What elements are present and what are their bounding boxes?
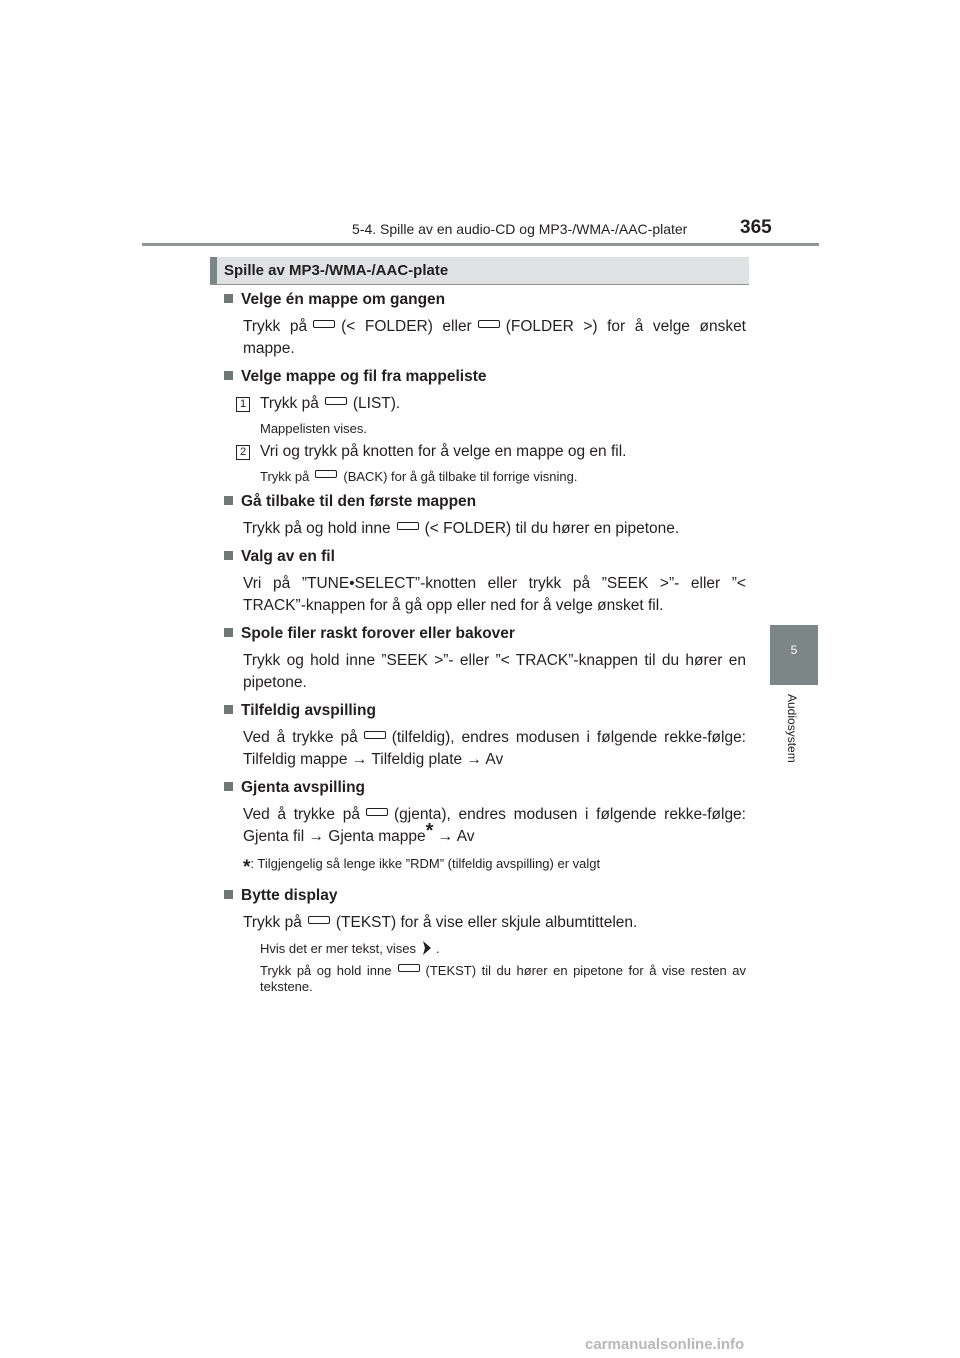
item-heading-spool: Spole filer raskt forover eller bakover [224,625,746,646]
square-bullet-icon [224,496,233,505]
footnote: *: Tilgjengelig så lenge ikke ”RDM” (tilfeldig avspilling) er valgt [243,856,601,878]
section-heading-bar [210,257,217,284]
display-note-2: Trykk på og hold inne (TEKST) til du hører en pipetone for å vise resten av tekstene. [260,963,746,994]
button-icon [313,320,335,328]
item-heading-random: Tilfeldig avspilling [224,702,746,723]
watermark: carmanualsonline.info [585,1336,745,1353]
item-text-repeat: Ved å trykke på (gjenta), endres modusen i følgende rekke-følge: Gjenta fil → Gjenta mappe* → Av [243,806,746,845]
step-1-note: Mappelisten vises. [260,421,367,436]
step-number: 1 [236,397,250,412]
header-rule [142,243,819,246]
section-heading [210,257,749,285]
item-heading-first-folder: Gå tilbake til den første mappen [224,493,746,514]
more-text-arrow-icon [420,940,432,956]
button-icon [398,964,420,972]
item-heading-folder: Velge én mappe om gangen [224,291,746,312]
square-bullet-icon [224,371,233,380]
button-icon [478,320,500,328]
square-bullet-icon [224,705,233,714]
page-number: 365 [740,217,772,238]
item-text-first-folder: Trykk på og hold inne (< FOLDER) til du hører en pipetone. [243,520,680,537]
button-icon [397,522,419,530]
item-heading-list: Velge mappe og fil fra mappeliste [224,368,746,389]
display-note-1: Hvis det er mer tekst, vises . [260,941,440,956]
button-icon [308,916,330,924]
footnote-marker: * [425,820,434,842]
item-heading-display: Bytte display [224,887,746,908]
square-bullet-icon [224,782,233,791]
square-bullet-icon [224,890,233,899]
step-number: 2 [236,445,250,460]
arrow-icon: → [351,751,368,768]
section-title: Spille av MP3-/WMA-/AAC-plate [224,262,449,279]
arrow-icon: → [308,828,324,845]
square-bullet-icon [224,294,233,303]
page-content [224,291,746,995]
item-heading-repeat: Gjenta avspilling [224,779,746,800]
footnote-star: * [243,857,251,878]
item-text-spool: Trykk og hold inne ”SEEK >”- eller ”< TRACK”-knappen til du hører en pipetone. [243,652,746,691]
item-text-random: Ved å trykke på (tilfeldig), endres modusen i følgende rekke-følge: Tilfeldig mappe → Tilfeldig plate → Av [243,729,746,768]
arrow-icon: → [466,751,482,768]
chapter-label: Audiosystem [785,694,799,763]
button-icon [315,470,337,478]
chapter-tab [770,625,818,685]
item-heading-select-file: Valg av en fil [224,548,746,569]
button-icon [366,808,388,816]
step-2: 2 Vri og trykk på knotten for å velge en mappe og en fil. [260,441,746,463]
arrow-icon: → [437,828,454,845]
item-text-display: Trykk på (TEKST) for å vise eller skjule albumtittelen. [243,914,638,931]
item-text-folder: Trykk på (< FOLDER) eller (FOLDER >) for å velge ønsket mappe. [243,318,746,357]
button-icon [364,731,386,739]
button-icon [325,397,347,405]
step-2-note: Trykk på (BACK) for å gå tilbake til forrige visning. [260,469,578,484]
square-bullet-icon [224,628,233,637]
square-bullet-icon [224,551,233,560]
chapter-number: 5 [790,643,798,657]
step-1: 1 Trykk på (LIST). [260,393,746,415]
header-section-path: 5-4. Spille av en audio-CD og MP3-/WMA-/AAC-plater [352,221,688,237]
item-text-select-file: Vri på ”TUNE•SELECT”-knotten eller trykk på ”SEEK >”- eller ”< TRACK”-knappen for å gå opp eller ned for å velge ønsket fil. [243,575,746,614]
